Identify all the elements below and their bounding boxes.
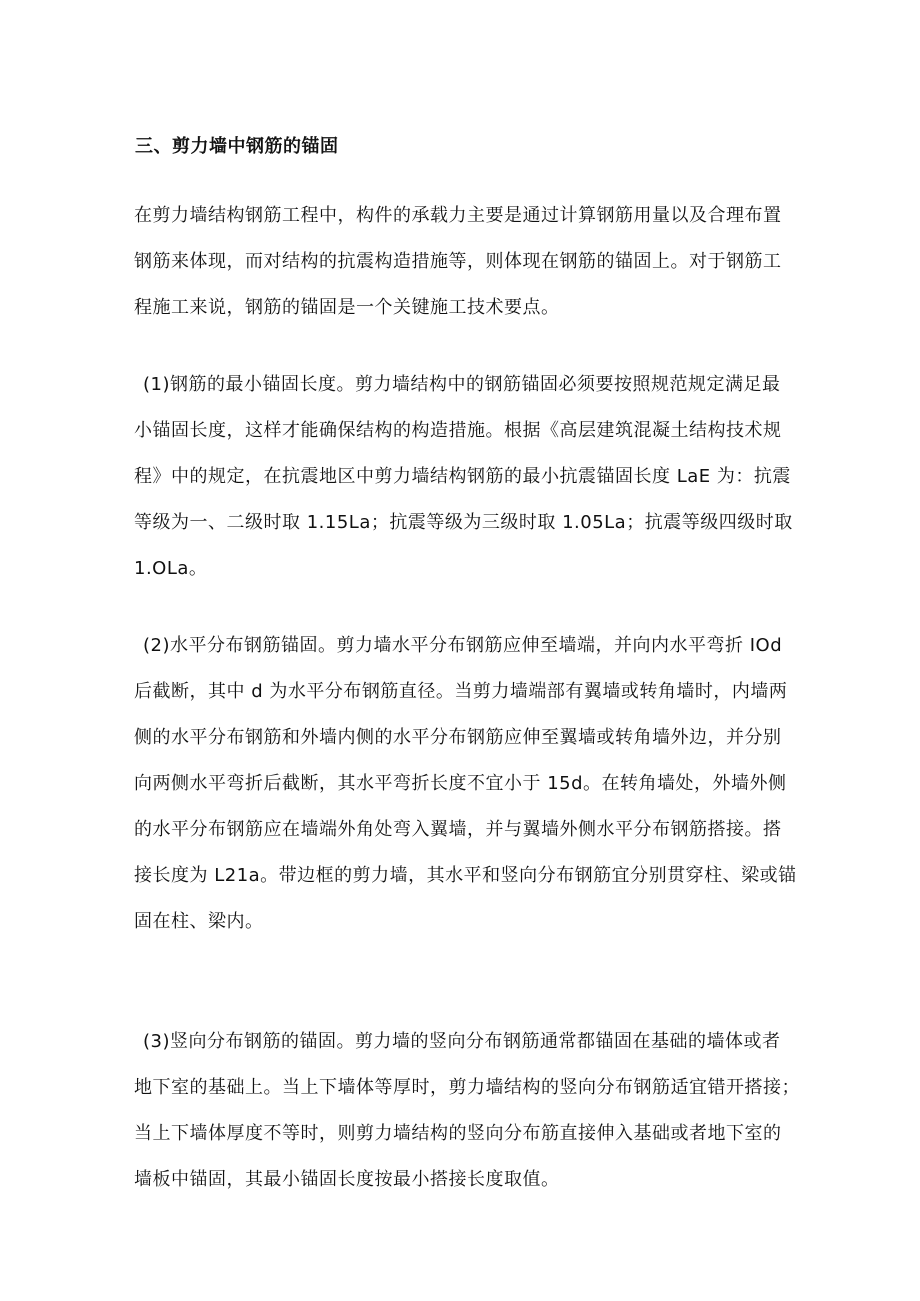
paragraph-line: 1.OLa。 (134, 558, 208, 579)
paragraph-line: 墙板中锚固，其最小锚固长度按最小搭接长度取值。 (134, 1169, 560, 1190)
paragraph-horizontal-anchorage (134, 623, 797, 945)
paragraph-line: 的水平分布钢筋应在墙端外角处弯入翼墙，并与翼墙外侧水平分布钢筋搭接。搭 (134, 819, 782, 840)
paragraph-line: 侧的水平分布钢筋和外墙内侧的水平分布钢筋应伸至翼墙或转角墙外边，并分别 (134, 727, 782, 748)
paragraph-line: 地下室的基础上。当上下墙体等厚时，剪力墙结构的竖向分布钢筋适宜错开搭接； (134, 1077, 800, 1098)
paragraph-min-anchorage (134, 362, 794, 592)
paragraph-line: (1)钢筋的最小锚固长度。剪力墙结构中的钢筋锚固必须要按照规范规定满足最 (143, 374, 781, 395)
paragraph-line: 向两侧水平弯折后截断，其水平弯折长度不宜小于 15d。在转角墙处，外墙外侧 (134, 773, 787, 794)
paragraph-line: 接长度为 L21a。带边框的剪力墙，其水平和竖向分布钢筋宜分别贯穿柱、梁或锚 (134, 865, 797, 886)
paragraph-vertical-anchorage (134, 1019, 800, 1203)
paragraph-intro (134, 193, 794, 331)
paragraph-line: 钢筋来体现，而对结构的抗震构造措施等，则体现在钢筋的锚固上。对于钢筋工 (134, 251, 782, 272)
paragraph-line: 当上下墙体厚度不等时，则剪力墙结构的竖向分布筋直接伸入基础或者地下室的 (134, 1123, 782, 1144)
paragraph-line: 程施工来说，钢筋的锚固是一个关键施工技术要点。 (134, 297, 560, 318)
section-heading: 三、剪力墙中钢筋的锚固 (135, 136, 339, 157)
paragraph-line: 小锚固长度，这样才能确保结构的构造措施。根据《高层建筑混凝土结构技术规 (134, 420, 782, 441)
paragraph-line: 固在柱、梁内。 (134, 911, 264, 932)
paragraph-line: 后截断，其中 d 为水平分布钢筋直径。当剪力墙端部有翼墙或转角墙时，内墙两 (134, 681, 788, 702)
paragraph-line: (3)竖向分布钢筋的锚固。剪力墙的竖向分布钢筋通常都锚固在基础的墙体或者 (143, 1031, 781, 1052)
paragraph-line: (2)水平分布钢筋锚固。剪力墙水平分布钢筋应伸至墙端，并向内水平弯折 IOd (143, 635, 783, 656)
paragraph-line: 等级为一、二级时取 1.15La；抗震等级为三级时取 1.05La；抗震等级四级时取 (134, 512, 793, 533)
paragraph-line: 程》中的规定，在抗震地区中剪力墙结构钢筋的最小抗震锚固长度 LaE 为：抗震 (134, 466, 791, 487)
paragraph-line: 在剪力墙结构钢筋工程中，构件的承载力主要是通过计算钢筋用量以及合理布置 (134, 205, 782, 226)
